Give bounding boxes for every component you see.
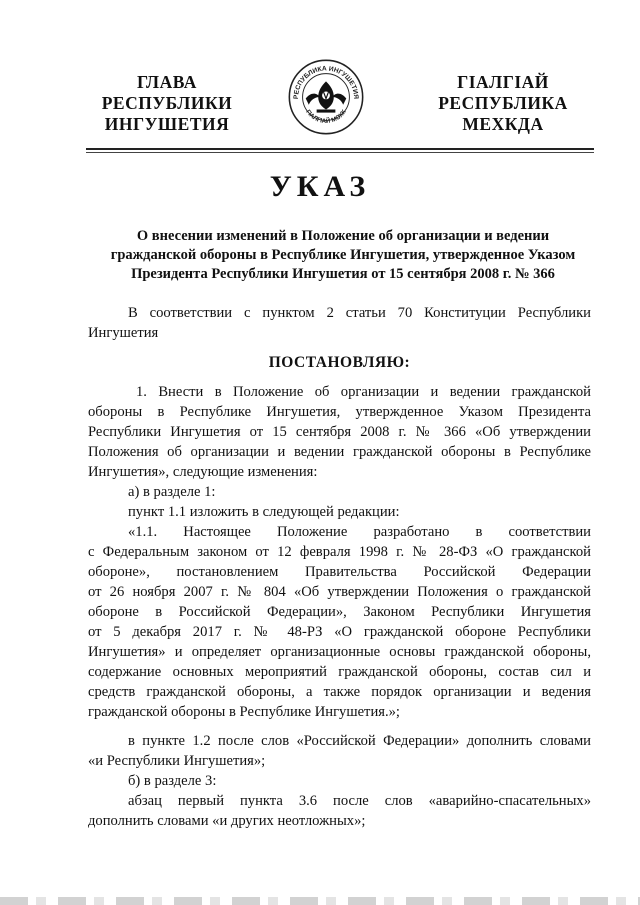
body-line-10: пункт 1.1 изложить в следующей редакции: — [128, 504, 400, 520]
body-line-24: абзац первый пункта 3.6 после слов «аварийно-спасательных» — [128, 793, 591, 809]
body-line-13: обороне», постановлением Правительства Российской Федерации — [88, 564, 591, 580]
seal-bottom-text: ГIАЛГIАЙ МОХК — [304, 108, 348, 126]
body-line-5: обороны в Республике Ингушетия, утвержденное Указом Президента — [88, 404, 591, 420]
subtitle-line-3: Президента Республики Ингушетия от 15 сентября 2008 г. № 366 — [131, 266, 555, 282]
body-line-6: Республики Ингушетия от 15 сентября 2008 г. № 366 «Об утверждении — [88, 424, 591, 440]
body-line-25: дополнить словами «и других неотложных»; — [88, 813, 366, 829]
body-line-23: б) в разделе 3: — [128, 773, 217, 789]
body-line-2: Ингушетия — [88, 325, 159, 341]
body-line-17: Ингушетия» и определяет организационные основы гражданской обороны, — [88, 644, 591, 660]
body-line-7: Положения об организации и ведении гражданской обороны в Республике — [88, 444, 591, 460]
subtitle-line-2: гражданской обороны в Республике Ингушетия, утвержденное Указом — [110, 247, 576, 263]
body-line-22: «и Республики Ингушетия»; — [88, 753, 266, 769]
scan-bottom-edge — [0, 897, 640, 905]
header-left-line-3: ИНГУШЕТИЯ — [104, 114, 230, 134]
header-right-line-2: РЕСПУБЛИКА — [438, 93, 568, 113]
body-line-21: в пункте 1.2 после слов «Российской Федерации» дополнить словами — [128, 733, 591, 749]
header-right-line-3: МЕХКДА — [462, 114, 544, 134]
body-line-19: средств гражданской обороны, а также порядок организации и ведения — [88, 684, 591, 700]
header-left-line-1: ГЛАВА — [137, 72, 197, 92]
subtitle-line-1: О внесении изменений в Положение об организации и ведении — [136, 228, 550, 244]
body-line-14: от 26 ноября 2007 г. № 804 «Об утверждении Положения о гражданской — [88, 584, 591, 600]
body-line-20: гражданской обороны в Республике Ингушетия.»; — [88, 704, 400, 720]
body-line-1: В соответствии с пунктом 2 статьи 70 Конституции Республики — [128, 305, 591, 321]
seal-top-text: РЕСПУБЛИКА ИНГУШЕТИЯ — [292, 65, 360, 100]
header-right-line-1: ГIАЛГIАЙ — [457, 72, 549, 92]
body-line-18: содержание основных мероприятий гражданской обороны, состав сил и — [88, 664, 591, 680]
decree-keyword: ПОСТАНОВЛЯЮ: — [268, 354, 411, 371]
body-line-16: от 5 декабря 2017 г. № 48-РЗ «О гражданской обороне Республики — [88, 624, 591, 640]
body-line-4: 1. Внести в Положение об организации и ведении гражданской — [136, 384, 591, 400]
body-line-12: с Федеральным законом от 12 февраля 1998 г. № 28-ФЗ «О гражданской — [88, 544, 591, 560]
body-line-9: а) в разделе 1: — [128, 484, 216, 500]
body-line-15: обороне в Российской Федерации», Законом Республики Ингушетия — [88, 604, 591, 620]
document-title: УКАЗ — [269, 170, 371, 203]
header-left-line-2: РЕСПУБЛИКИ — [101, 93, 233, 113]
body-line-11: «1.1. Настоящее Положение разработано в соответствии — [128, 524, 591, 540]
body-line-8: Ингушетия», следующие изменения: — [88, 464, 318, 480]
